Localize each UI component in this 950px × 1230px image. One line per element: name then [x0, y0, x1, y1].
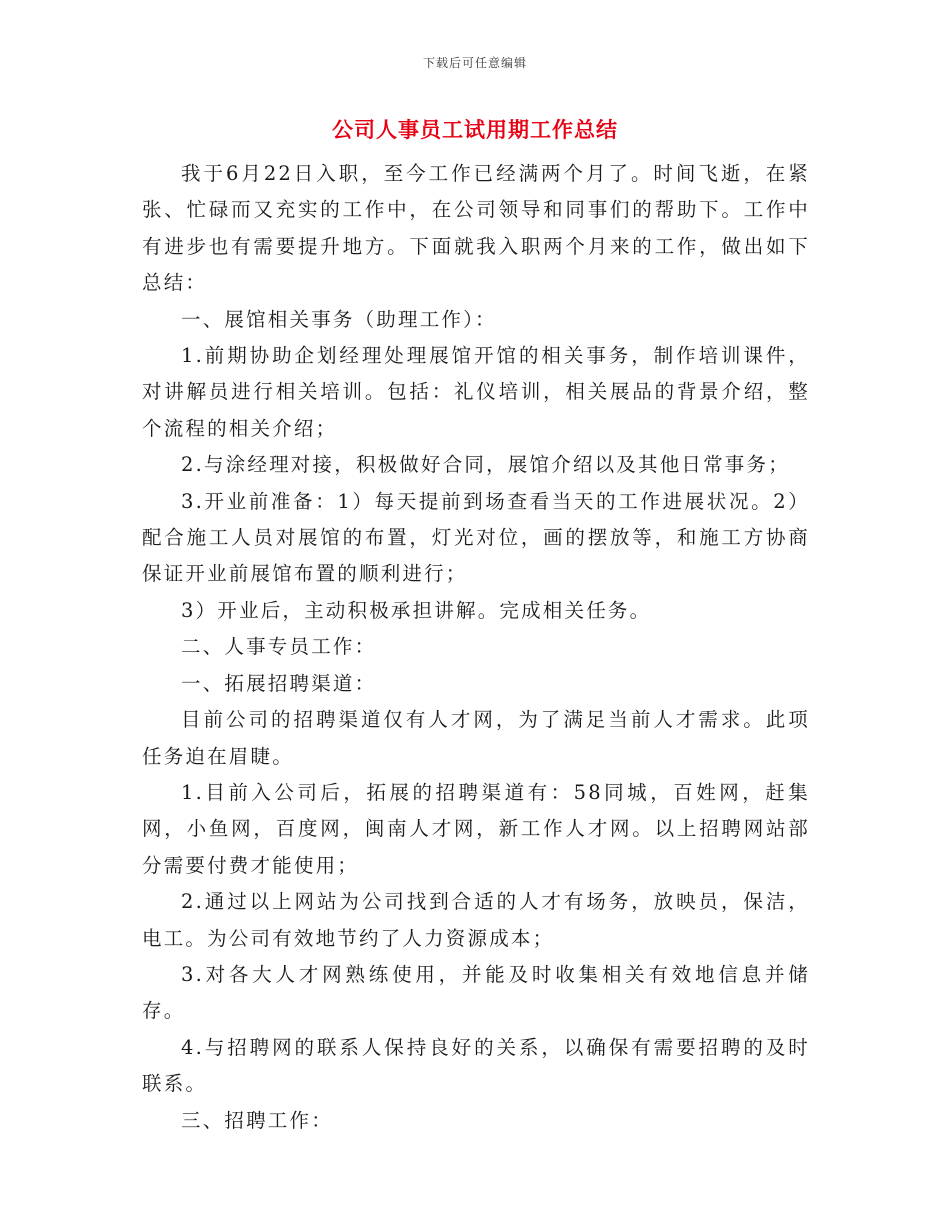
document-title: 公司人事员工试用期工作总结: [332, 117, 618, 142]
document-body: [142, 156, 810, 1139]
paragraph: 1.目前入公司后，拓展的招聘渠道有：58同城，百姓网，赶集网，小鱼网，百度网，闽南人才网，新工作人才网。以上招聘网站部分需要付费才能使用；: [142, 780, 810, 877]
paragraph: 2.通过以上网站为公司找到合适的人才有场务，放映员，保洁，电工。为公司有效地节约了人力资源成本；: [142, 890, 810, 950]
paragraph: 3.开业前准备：1）每天提前到场查看当天的工作进展状况。2）配合施工人员对展馆的布置，灯光对位，画的摆放等，和施工方协商保证开业前展馆布置的顺利进行；: [142, 489, 810, 586]
paragraph: 2.与涂经理对接，积极做好合同，展馆介绍以及其他日常事务；: [181, 453, 790, 477]
paragraph: 一、拓展招聘渠道：: [181, 671, 377, 695]
header-note: 下载后可任意编辑: [422, 56, 527, 70]
paragraph: 3）开业后，主动积极承担讲解。完成相关任务。: [181, 598, 652, 622]
paragraph: 目前公司的招聘渠道仅有人才网，为了满足当前人才需求。此项任务迫在眉睫。: [142, 708, 810, 768]
paragraph: 一、展馆相关事务（助理工作）：: [181, 307, 497, 331]
paragraph: 二、人事专员工作：: [181, 635, 377, 659]
paragraph: 3.对各大人才网熟练使用，并能及时收集相关有效地信息并储存。: [142, 962, 810, 1023]
paragraph: 4.与招聘网的联系人保持良好的关系，以确保有需要招聘的及时联系。: [142, 1035, 810, 1096]
paragraph: 1.前期协助企划经理处理展馆开馆的相关事务，制作培训课件，对讲解员进行相关培训。包括：礼仪培训，相关展品的背景介绍，整个流程的相关介绍；: [142, 344, 810, 440]
paragraph: 我于6月22日入职，至今工作已经满两个月了。时间飞逝，在紧张、忙碌而又充实的工作中，在公司领导和同事们的帮助下。工作中有进步也有需要提升地方。下面就我入职两个月来的工作，做出如下总结：: [142, 162, 810, 295]
paragraph: 三、招聘工作：: [181, 1108, 333, 1132]
